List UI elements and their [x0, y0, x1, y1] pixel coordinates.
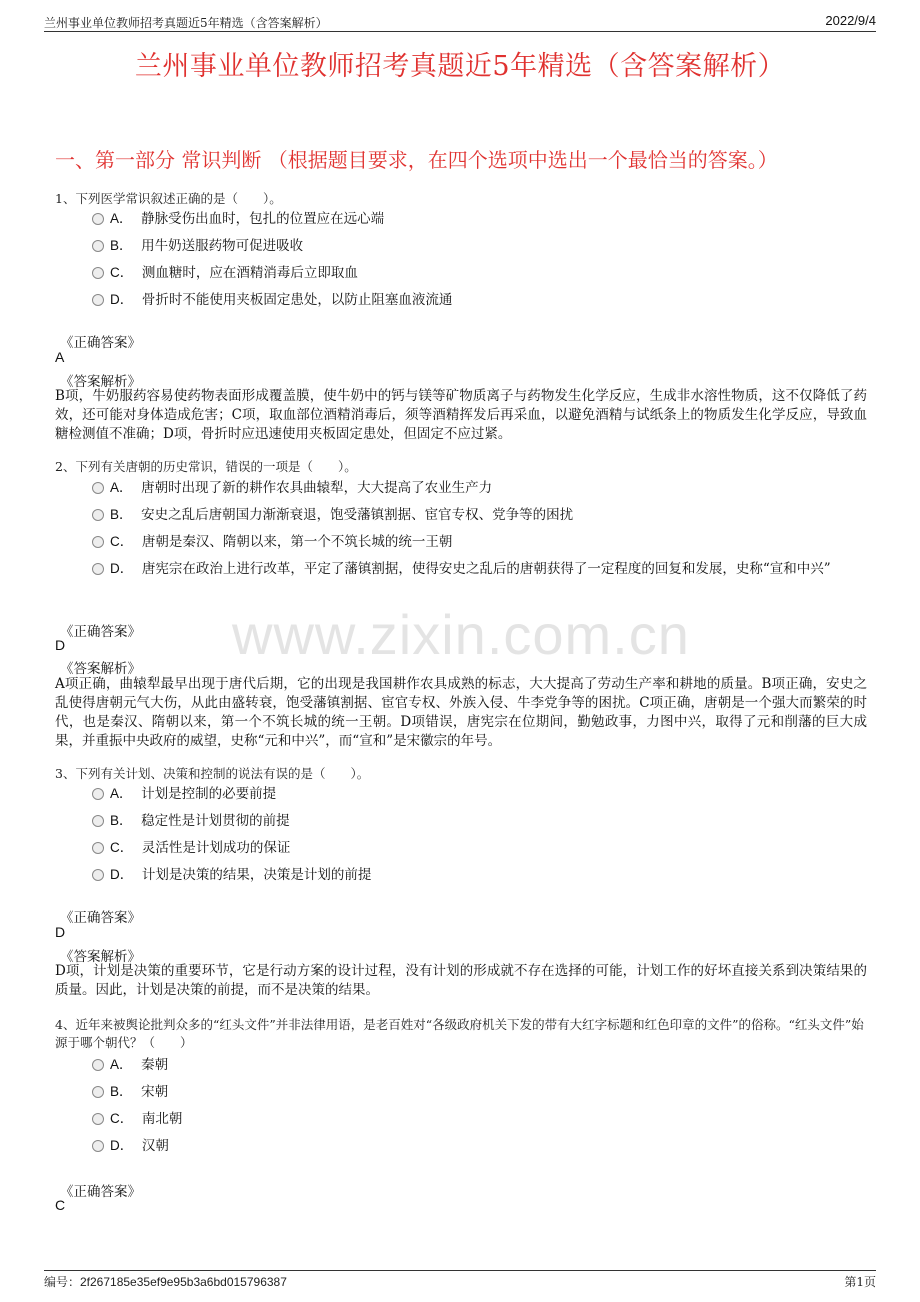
question-3-answer-label: 《正确答案》: [60, 910, 141, 926]
question-1-option-a[interactable]: A． 静脉受伤出血时，包扎的位置应在远心端: [92, 208, 872, 230]
radio-icon[interactable]: [92, 815, 104, 827]
question-3-explain-label: 《答案解析》: [60, 949, 141, 965]
radio-icon[interactable]: [92, 240, 104, 252]
radio-icon[interactable]: [92, 294, 104, 306]
question-2-option-a[interactable]: A． 唐朝时出现了新的耕作农具曲辕犁，大大提高了农业生产力: [92, 477, 872, 499]
radio-icon[interactable]: [92, 1140, 104, 1152]
question-3-option-d[interactable]: D． 计划是决策的结果，决策是计划的前提: [92, 864, 872, 886]
watermark: www.zixin.com.cn: [232, 603, 690, 666]
radio-icon[interactable]: [92, 842, 104, 854]
radio-icon[interactable]: [92, 1086, 104, 1098]
header-date: 2022/9/4: [825, 13, 876, 28]
question-1-explain-label: 《答案解析》: [60, 374, 141, 390]
question-4-answer: C: [55, 1197, 66, 1213]
radio-icon[interactable]: [92, 788, 104, 800]
question-1-stem: 1、下列医学常识叙述正确的是（ ）。: [55, 191, 282, 206]
question-4-option-a[interactable]: A． 秦朝: [92, 1054, 872, 1076]
question-2-option-d[interactable]: D． 唐宪宗在政治上进行改革，平定了藩镇割据，使得安史之乱后的唐朝获得了一定程度的回复和发展，史称“宣和中兴”: [92, 558, 872, 580]
radio-icon[interactable]: [92, 1113, 104, 1125]
radio-icon[interactable]: [92, 213, 104, 225]
question-2-option-c[interactable]: C． 唐朝是秦汉、隋朝以来，第一个不筑长城的统一王朝: [92, 531, 872, 553]
radio-icon[interactable]: [92, 482, 104, 494]
question-3-option-a[interactable]: A． 计划是控制的必要前提: [92, 783, 872, 805]
question-3-option-b[interactable]: B． 稳定性是计划贯彻的前提: [92, 810, 872, 832]
question-4-answer-label: 《正确答案》: [60, 1184, 141, 1200]
radio-icon[interactable]: [92, 536, 104, 548]
radio-icon[interactable]: [92, 869, 104, 881]
footer-doc-id: 编号：2f267185e35ef9e95b3a6bd015796387: [44, 1275, 287, 1289]
question-4-stem: 4、近年来被舆论批判众多的“红头文件”并非法律用语，是老百姓对“各级政府机关下发的带有大红字标题和红色印章的文件”的俗称。“红头文件”始源于哪个朝代？（ ）: [55, 1017, 864, 1050]
question-1-answer-label: 《正确答案》: [60, 335, 141, 351]
question-1-option-c[interactable]: C． 测血糖时，应在酒精消毒后立即取血: [92, 262, 872, 284]
radio-icon[interactable]: [92, 267, 104, 279]
question-2-answer: D: [55, 637, 66, 653]
question-1-explanation: B项，牛奶服药容易使药物表面形成覆盖膜，使牛奶中的钙与镁等矿物质离子与药物发生化学反应，生成非水溶性物质，这不仅降低了药效，还可能对身体造成危害；C项，取血部位酒精消毒后，须等酒精挥发后再采血，以避免酒精与试纸条上的物质发生化学反应，导致血糖检测值不准确；D项，骨折时应迅速使用夹板固定患处，但固定不应过紧。: [55, 388, 867, 442]
question-3-stem: 3、下列有关计划、决策和控制的说法有误的是（ ）。: [55, 766, 370, 781]
page-title: 兰州事业单位教师招考真题近5年精选（含答案解析）: [134, 51, 786, 82]
question-3-option-c[interactable]: C． 灵活性是计划成功的保证: [92, 837, 872, 859]
question-2-explanation: A项正确，曲辕犁最早出现于唐代后期，它的出现是我国耕作农具成熟的标志，大大提高了劳动生产率和耕地的质量。B项正确，安史之乱使得唐朝元气大伤，从此由盛转衰，饱受藩镇割据、宦官专权、外族入侵、牛李党争等的困扰。C项正确，唐朝是一个强大而繁荣的时代，也是秦汉、隋朝以来，第一个不筑长城的统一王朝。D项错误，唐宪宗在位期间，勤勉政事，力图中兴，取得了元和削藩的巨大成果，并重振中央政府的威望，史称“元和中兴”，而“宣和”是宋徽宗的年号。: [55, 676, 867, 749]
radio-icon[interactable]: [92, 1059, 104, 1071]
header-divider: [44, 31, 876, 32]
footer-divider: [44, 1270, 876, 1271]
question-1-option-b[interactable]: B． 用牛奶送服药物可促进吸收: [92, 235, 872, 257]
radio-icon[interactable]: [92, 509, 104, 521]
header-doc-title: 兰州事业单位教师招考真题近5年精选（含答案解析）: [44, 16, 328, 30]
question-3-explanation: D项，计划是决策的重要环节，它是行动方案的设计过程，没有计划的形成就不存在选择的可能，计划工作的好坏直接关系到决策结果的质量。因此，计划是决策的前提，而不是决策的结果。: [55, 963, 867, 998]
question-2-answer-label: 《正确答案》: [60, 624, 141, 640]
section-heading: 一、第一部分 常识判断 （根据题目要求，在四个选项中选出一个最恰当的答案。）: [55, 148, 778, 172]
question-1-answer: A: [55, 349, 65, 365]
question-4-option-c[interactable]: C． 南北朝: [92, 1108, 872, 1130]
question-2-stem: 2、下列有关唐朝的历史常识，错误的一项是（ ）。: [55, 459, 357, 474]
question-4-option-d[interactable]: D． 汉朝: [92, 1135, 872, 1157]
question-4-option-b[interactable]: B． 宋朝: [92, 1081, 872, 1103]
footer-page-number: 第1页: [844, 1275, 876, 1289]
question-2-option-b[interactable]: B． 安史之乱后唐朝国力渐渐衰退，饱受藩镇割据、宦官专权、党争等的困扰: [92, 504, 872, 526]
radio-icon[interactable]: [92, 563, 104, 575]
question-3-answer: D: [55, 924, 66, 940]
question-1-option-d[interactable]: D． 骨折时不能使用夹板固定患处，以防止阻塞血液流通: [92, 289, 872, 311]
question-2-explain-label: 《答案解析》: [60, 661, 141, 677]
